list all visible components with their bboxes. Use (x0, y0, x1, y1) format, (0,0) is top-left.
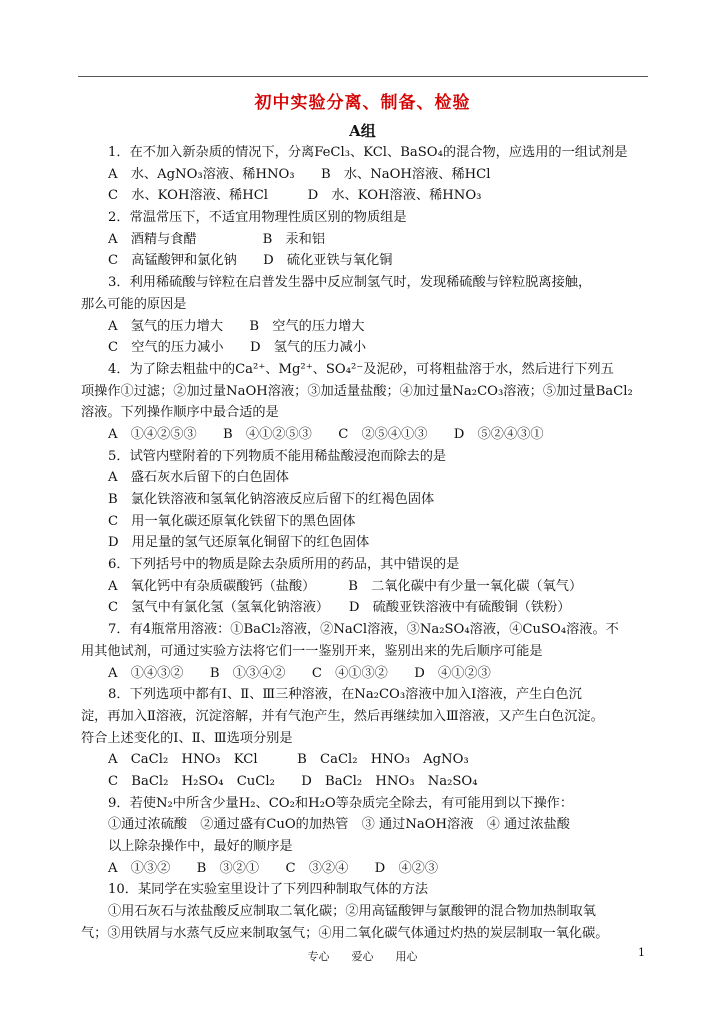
question-body (81, 142, 648, 944)
text-line: A ①④③② B ①③④② C ④①③② D ④①②③ (108, 665, 491, 681)
text-line: 2．常温常压下，不适宜用物理性质区别的物质组是 (108, 210, 407, 226)
text-line: A 盛石灰水后留下的白色固体 (108, 470, 289, 486)
text-line: C 空气的压力减小 D 氢气的压力减小 (108, 340, 367, 356)
text-line: A ①③② B ③②① C ③②④ D ④②③ (108, 860, 439, 876)
text-line: C 氢气中有氯化氢（氢氧化钠溶液） D 硫酸亚铁溶液中有硫酸铜（铁粉） (108, 600, 571, 616)
text-line: 项操作①过滤；②加过量NaOH溶液；③加适量盐酸；④加过量Na₂CO₃溶液；⑤加过量BaCl₂ (81, 383, 633, 399)
text-line: 10．某同学在实验室里设计了下列四种制取气体的方法 (108, 882, 429, 898)
text-line: A 酒精与食醋 B 汞和铝 (108, 231, 326, 247)
text-line: A 氢气的压力增大 B 空气的压力增大 (108, 318, 365, 334)
text-line: D 用足量的氢气还原氧化铜留下的红色固体 (108, 535, 370, 551)
text-line: 气；③用铁屑与水蒸气反应来制取氢气；④用二氧化碳气体通过灼热的炭层制取一氧化碳。 (81, 925, 609, 941)
text-line: ①用石灰石与浓盐酸反应制取二氧化碳；②用高锰酸钾与氯酸钾的混合物加热制取氧 (108, 904, 596, 920)
text-line: B 氯化铁溶液和氢氧化钠溶液反应后留下的红褐色固体 (108, 492, 435, 507)
section-heading: A组 (349, 122, 376, 140)
text-line: 那么可能的原因是 (81, 296, 187, 312)
text-line: ①通过浓硫酸 ②通过盛有CuO的加热管 ③ 通过NaOH溶液 ④ 通过浓盐酸 (108, 817, 570, 833)
text-line: 溶液。下列操作顺序中最合适的是 (81, 405, 279, 421)
text-line: C 高锰酸钾和氯化钠 D 硫化亚铁与氧化铜 (108, 253, 393, 269)
text-line: 以上除杂操作中，最好的顺序是 (108, 839, 293, 854)
page-footer: 专心 爱心 用心 (307, 950, 418, 963)
page-number: 1 (638, 946, 645, 959)
text-line: A ①④②⑤③ B ④①②⑤③ C ②⑤④①③ D ⑤②④③① (108, 426, 544, 442)
text-line: 3．利用稀硫酸与锌粒在启普发生器中反应制氢气时，发现稀硫酸与锌粒脱离接触， (108, 275, 592, 291)
text-line: C 用一氧化碳还原氧化铁留下的黑色固体 (108, 513, 356, 529)
text-line: 1．在不加入新杂质的情况下，分离FeCl₃、KCl、BaSO₄的混合物，应选用的一组试剂是 (108, 145, 628, 160)
text-line: 6．下列括号中的物质是除去杂质所用的药品，其中错误的是 (108, 557, 460, 573)
text-line: A CaCl₂ HNO₃ KCl B CaCl₂ HNO₃ AgNO₃ (108, 752, 469, 768)
text-line: 符合上述变化的Ⅰ、Ⅱ、Ⅲ选项分别是 (81, 730, 293, 746)
text-line: 淀，再加入Ⅱ溶液，沉淀溶解，并有气泡产生，然后再继续加入Ⅲ溶液，又产生白色沉淀。 (81, 708, 604, 724)
header-rule (78, 76, 648, 77)
text-line: 用其他试剂，可通过实验方法将它们一一鉴别开来，鉴别出来的先后顺序可能是 (81, 643, 543, 659)
text-line: 8．下列选项中都有Ⅰ、Ⅱ、Ⅲ三种溶液，在Na₂CO₃溶液中加入Ⅰ溶液，产生白色沉 (108, 687, 582, 703)
text-line: C 水、KOH溶液、稀HCl D 水、KOH溶液、稀HNO₃ (108, 188, 482, 204)
text-line: 9．若使N₂中所含少量H₂、CO₂和H₂O等杂质完全除去，有可能用到以下操作： (108, 795, 574, 811)
text-line: A 氧化钙中有杂质碳酸钙（盐酸） B 二氧化碳中有少量一氧化碳（氧气） (108, 578, 583, 594)
text-line: A 水、AgNO₃溶液、稀HNO₃ B 水、NaOH溶液、稀HCl (108, 166, 491, 182)
text-line: 4．为了除去粗盐中的Ca²⁺、Mg²⁺、SO₄²⁻及泥砂，可将粗盐溶于水，然后进行下列五 (108, 361, 614, 377)
text-line: C BaCl₂ H₂SO₄ CuCl₂ D BaCl₂ HNO₃ Na₂SO₄ (108, 773, 478, 789)
text-line: 7．有4瓶常用溶液：①BaCl₂溶液，②NaCl溶液，③Na₂SO₄溶液，④CuSO₄溶液。不 (108, 622, 619, 638)
page-title: 初中实验分离、制备、检验 (254, 93, 471, 113)
text-line: 5．试管内壁附着的下列物质不能用稀盐酸浸泡而除去的是 (108, 448, 447, 464)
